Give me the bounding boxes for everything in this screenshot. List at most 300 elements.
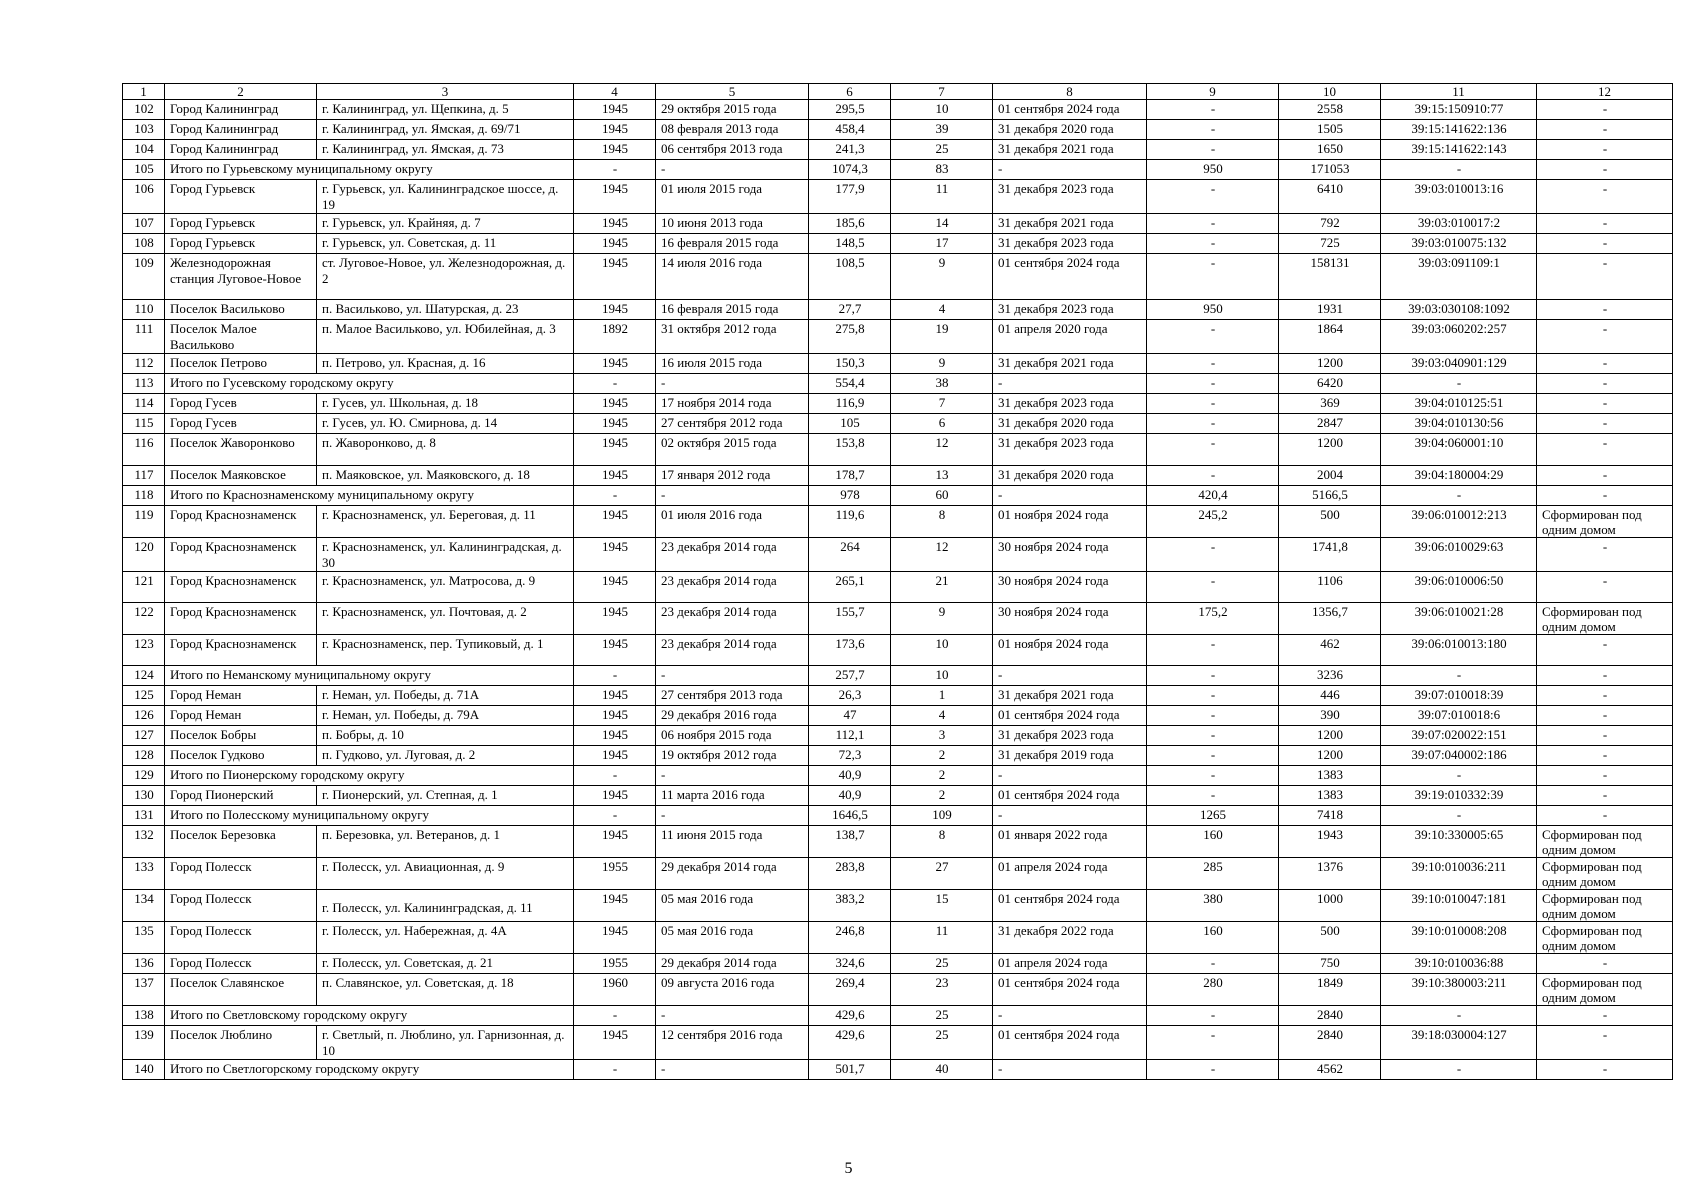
land-area-cell: 175,2 [1147,603,1279,635]
total-row [123,1006,1673,1026]
year-cell: 1945 [574,300,656,320]
plot-area-cell: 1943 [1279,826,1381,858]
settlement-cell: Город Краснознаменск [165,506,317,538]
date-cell: 11 июня 2015 года [656,826,809,858]
cadastral-number-cell: - [1381,160,1537,180]
settlement-cell: Город Краснознаменск [165,572,317,603]
date-cell: 09 августа 2016 года [656,974,809,1006]
address-cell: п. Бобры, д. 10 [317,726,574,746]
residents-cell: 39 [891,120,993,140]
note-cell: - [1537,635,1673,666]
year-cell: 1945 [574,434,656,466]
area-cell: 1074,3 [809,160,891,180]
address-cell: г. Краснознаменск, ул. Почтовая, д. 2 [317,603,574,635]
settlement-cell: Поселок Люблино [165,1026,317,1060]
settlement-cell: Город Неман [165,686,317,706]
area-cell: 1646,5 [809,806,891,826]
plot-area-cell: 500 [1279,506,1381,538]
date-cell: 29 декабря 2014 года [656,858,809,890]
deadline-cell: - [993,160,1147,180]
deadline-cell: - [993,666,1147,686]
date-cell: 16 июля 2015 года [656,354,809,374]
total-row [123,160,1673,180]
deadline-cell: 01 сентября 2024 года [993,254,1147,300]
col-header-12: 12 [1537,84,1673,100]
date-cell: 16 февраля 2015 года [656,300,809,320]
table-row [123,140,1673,160]
residents-cell: 10 [891,666,993,686]
cadastral-number-cell: 39:10:010008:208 [1381,922,1537,954]
area-cell: 501,7 [809,1060,891,1080]
area-cell: 72,3 [809,746,891,766]
cadastral-number-cell: 39:03:010075:132 [1381,234,1537,254]
row-number-cell: 108 [123,234,165,254]
col-header-8: 8 [993,84,1147,100]
date-cell: 11 марта 2016 года [656,786,809,806]
cadastral-number-cell: 39:10:330005:65 [1381,826,1537,858]
area-cell: 150,3 [809,354,891,374]
residents-cell: 4 [891,300,993,320]
date-cell: 31 октября 2012 года [656,320,809,354]
col-header-5: 5 [656,84,809,100]
area-cell: 265,1 [809,572,891,603]
cadastral-number-cell: 39:03:060202:257 [1381,320,1537,354]
date-cell: - [656,160,809,180]
cadastral-number-cell: 39:04:010130:56 [1381,414,1537,434]
col-header-2: 2 [165,84,317,100]
address-cell: п. Славянское, ул. Советская, д. 18 [317,974,574,1006]
note-cell: Сформирован под одним домом [1537,858,1673,890]
address-cell: г. Гусев, ул. Школьная, д. 18 [317,394,574,414]
year-cell: 1892 [574,320,656,354]
settlement-cell: Поселок Славянское [165,974,317,1006]
residents-cell: 7 [891,394,993,414]
year-cell: 1945 [574,686,656,706]
cadastral-number-cell: 39:04:010125:51 [1381,394,1537,414]
settlement-cell: Город Калининград [165,140,317,160]
deadline-cell: 31 декабря 2023 года [993,434,1147,466]
land-area-cell: - [1147,1006,1279,1026]
deadline-cell: 31 декабря 2019 года [993,746,1147,766]
deadline-cell: 01 января 2022 года [993,826,1147,858]
year-cell: 1945 [574,538,656,572]
address-cell: г. Гурьевск, ул. Калининградское шоссе, д. 19 [317,180,574,214]
year-cell: 1945 [574,922,656,954]
settlement-cell: Город Полесск [165,858,317,890]
plot-area-cell: 2847 [1279,414,1381,434]
date-cell: 01 июля 2015 года [656,180,809,214]
area-cell: 138,7 [809,826,891,858]
date-cell: 05 мая 2016 года [656,922,809,954]
row-number-cell: 138 [123,1006,165,1026]
year-cell: 1955 [574,954,656,974]
year-cell: 1945 [574,786,656,806]
plot-area-cell: 1849 [1279,974,1381,1006]
date-cell: 29 декабря 2016 года [656,706,809,726]
note-cell: - [1537,726,1673,746]
residents-cell: 109 [891,806,993,826]
plot-area-cell: 1200 [1279,434,1381,466]
area-cell: 246,8 [809,922,891,954]
year-cell: - [574,160,656,180]
settlement-cell: Поселок Гудково [165,746,317,766]
year-cell: 1945 [574,394,656,414]
date-cell: 16 февраля 2015 года [656,234,809,254]
plot-area-cell: 390 [1279,706,1381,726]
area-cell: 40,9 [809,786,891,806]
area-cell: 383,2 [809,890,891,922]
row-number-cell: 106 [123,180,165,214]
residents-cell: 9 [891,354,993,374]
deadline-cell: 01 сентября 2024 года [993,1026,1147,1060]
plot-area-cell: 1505 [1279,120,1381,140]
deadline-cell: 30 ноября 2024 года [993,603,1147,635]
area-cell: 153,8 [809,434,891,466]
year-cell: 1945 [574,603,656,635]
cadastral-number-cell: 39:10:010036:88 [1381,954,1537,974]
date-cell: 27 сентября 2012 года [656,414,809,434]
area-cell: 324,6 [809,954,891,974]
deadline-cell: 31 декабря 2021 года [993,214,1147,234]
residents-cell: 4 [891,706,993,726]
note-cell: - [1537,374,1673,394]
area-cell: 264 [809,538,891,572]
date-cell: 29 октября 2015 года [656,100,809,120]
date-cell: 23 декабря 2014 года [656,635,809,666]
residents-cell: 23 [891,974,993,1006]
plot-area-cell: 792 [1279,214,1381,234]
settlement-cell: Город Краснознаменск [165,538,317,572]
residents-cell: 2 [891,766,993,786]
plot-area-cell: 171053 [1279,160,1381,180]
year-cell: - [574,1006,656,1026]
address-cell: п. Васильково, ул. Шатурская, д. 23 [317,300,574,320]
year-cell: - [574,1060,656,1080]
cadastral-number-cell: 39:10:380003:211 [1381,974,1537,1006]
address-cell: г. Полесск, ул. Советская, д. 21 [317,954,574,974]
land-area-cell: 160 [1147,922,1279,954]
table-body [123,100,1673,1080]
total-label-cell: Итого по Полесскому муниципальному округу [165,806,574,826]
plot-area-cell: 1931 [1279,300,1381,320]
row-number-cell: 130 [123,786,165,806]
note-cell: - [1537,706,1673,726]
row-number-cell: 131 [123,806,165,826]
note-cell: - [1537,254,1673,300]
settlement-cell: Город Неман [165,706,317,726]
row-number-cell: 110 [123,300,165,320]
note-cell: - [1537,1060,1673,1080]
address-cell: г. Краснознаменск, ул. Береговая, д. 11 [317,506,574,538]
note-cell: - [1537,786,1673,806]
land-area-cell: - [1147,706,1279,726]
total-row [123,806,1673,826]
row-number-cell: 123 [123,635,165,666]
plot-area-cell: 725 [1279,234,1381,254]
area-cell: 119,6 [809,506,891,538]
plot-area-cell: 1106 [1279,572,1381,603]
total-label-cell: Итого по Гусевскому городскому округу [165,374,574,394]
table-row [123,100,1673,120]
land-area-cell: - [1147,538,1279,572]
residents-cell: 60 [891,486,993,506]
year-cell: 1945 [574,506,656,538]
deadline-cell: 31 декабря 2023 года [993,726,1147,746]
land-area-cell: 245,2 [1147,506,1279,538]
address-cell: г. Полесск, ул. Набережная, д. 4А [317,922,574,954]
row-number-cell: 128 [123,746,165,766]
note-cell: - [1537,766,1673,786]
note-cell: - [1537,686,1673,706]
address-cell: г. Калининград, ул. Ямская, д. 73 [317,140,574,160]
land-area-cell: - [1147,1026,1279,1060]
row-number-cell: 125 [123,686,165,706]
deadline-cell: 31 декабря 2020 года [993,414,1147,434]
cadastral-number-cell: 39:15:150910:77 [1381,100,1537,120]
row-number-cell: 105 [123,160,165,180]
row-number-cell: 107 [123,214,165,234]
date-cell: 27 сентября 2013 года [656,686,809,706]
date-cell: 29 декабря 2014 года [656,954,809,974]
settlement-cell: Город Пионерский [165,786,317,806]
land-area-cell: - [1147,320,1279,354]
table-row [123,414,1673,434]
row-number-cell: 113 [123,374,165,394]
land-area-cell: - [1147,572,1279,603]
row-number-cell: 122 [123,603,165,635]
year-cell: 1955 [574,858,656,890]
year-cell: 1945 [574,180,656,214]
note-cell: - [1537,394,1673,414]
residents-cell: 8 [891,826,993,858]
note-cell: - [1537,300,1673,320]
date-cell: 06 сентября 2013 года [656,140,809,160]
row-number-cell: 116 [123,434,165,466]
land-area-cell: 1265 [1147,806,1279,826]
settlement-cell: Поселок Бобры [165,726,317,746]
residents-cell: 6 [891,414,993,434]
settlement-cell: Город Калининград [165,100,317,120]
settlement-cell: Поселок Петрово [165,354,317,374]
area-cell: 116,9 [809,394,891,414]
date-cell: 05 мая 2016 года [656,890,809,922]
row-number-cell: 132 [123,826,165,858]
date-cell: 10 июня 2013 года [656,214,809,234]
deadline-cell: 31 декабря 2023 года [993,234,1147,254]
address-cell: г. Краснознаменск, ул. Калининградская, д. 30 [317,538,574,572]
col-header-11: 11 [1381,84,1537,100]
address-cell: г. Краснознаменск, ул. Матросова, д. 9 [317,572,574,603]
land-area-cell: - [1147,954,1279,974]
table-row [123,394,1673,414]
cadastral-number-cell: - [1381,486,1537,506]
date-cell: - [656,806,809,826]
land-area-cell: - [1147,434,1279,466]
column-number-row [123,84,1673,100]
deadline-cell: - [993,1060,1147,1080]
row-number-cell: 104 [123,140,165,160]
col-header-9: 9 [1147,84,1279,100]
table-row [123,234,1673,254]
note-cell: - [1537,806,1673,826]
date-cell: 12 сентября 2016 года [656,1026,809,1060]
area-cell: 241,3 [809,140,891,160]
cadastral-number-cell: 39:03:010017:2 [1381,214,1537,234]
row-number-cell: 103 [123,120,165,140]
year-cell: - [574,486,656,506]
note-cell: - [1537,100,1673,120]
deadline-cell: 31 декабря 2023 года [993,394,1147,414]
land-area-cell: - [1147,726,1279,746]
residents-cell: 9 [891,603,993,635]
table-row [123,254,1673,300]
plot-area-cell: 1200 [1279,726,1381,746]
note-cell: Сформирован под одним домом [1537,506,1673,538]
date-cell: 01 июля 2016 года [656,506,809,538]
area-cell: 40,9 [809,766,891,786]
settlement-cell: Поселок Васильково [165,300,317,320]
table-row [123,572,1673,603]
total-row [123,766,1673,786]
plot-area-cell: 1383 [1279,786,1381,806]
area-cell: 269,4 [809,974,891,1006]
note-cell: - [1537,234,1673,254]
col-header-3: 3 [317,84,574,100]
page-number: 5 [844,1160,853,1177]
table-row [123,922,1673,954]
settlement-cell: Город Краснознаменск [165,635,317,666]
residents-cell: 27 [891,858,993,890]
col-header-1: 1 [123,84,165,100]
year-cell: 1945 [574,354,656,374]
settlement-cell: Город Гусев [165,414,317,434]
table-row [123,506,1673,538]
year-cell: 1945 [574,414,656,434]
table-row [123,686,1673,706]
table-row [123,538,1673,572]
land-area-cell: - [1147,666,1279,686]
date-cell: 19 октября 2012 года [656,746,809,766]
row-number-cell: 135 [123,922,165,954]
cadastral-number-cell: - [1381,666,1537,686]
deadline-cell: 30 ноября 2024 года [993,538,1147,572]
total-label-cell: Итого по Пионерскому городскому округу [165,766,574,786]
cadastral-number-cell: 39:10:010047:181 [1381,890,1537,922]
residents-cell: 83 [891,160,993,180]
deadline-cell: - [993,374,1147,394]
deadline-cell: 31 декабря 2020 года [993,120,1147,140]
area-cell: 978 [809,486,891,506]
area-cell: 178,7 [809,466,891,486]
cadastral-number-cell: 39:07:020022:151 [1381,726,1537,746]
plot-area-cell: 1000 [1279,890,1381,922]
table-row [123,300,1673,320]
settlement-cell: Город Полесск [165,890,317,922]
plot-area-cell: 1383 [1279,766,1381,786]
date-cell: - [656,1060,809,1080]
row-number-cell: 119 [123,506,165,538]
table-row [123,120,1673,140]
area-cell: 295,5 [809,100,891,120]
settlement-cell: Город Гурьевск [165,214,317,234]
row-number-cell: 111 [123,320,165,354]
land-area-cell: - [1147,214,1279,234]
land-area-cell: 285 [1147,858,1279,890]
address-cell: г. Гурьевск, ул. Советская, д. 11 [317,234,574,254]
settlement-cell: Поселок Малое Васильково [165,320,317,354]
cadastral-number-cell: - [1381,1060,1537,1080]
cadastral-number-cell: 39:07:010018:39 [1381,686,1537,706]
note-cell: - [1537,466,1673,486]
cadastral-number-cell: 39:06:010013:180 [1381,635,1537,666]
note-cell: - [1537,486,1673,506]
plot-area-cell: 446 [1279,686,1381,706]
settlement-cell: Город Гурьевск [165,234,317,254]
col-header-10: 10 [1279,84,1381,100]
land-area-cell: - [1147,786,1279,806]
residents-cell: 40 [891,1060,993,1080]
residents-cell: 25 [891,1026,993,1060]
table-row [123,214,1673,234]
plot-area-cell: 2004 [1279,466,1381,486]
land-area-cell: 160 [1147,826,1279,858]
area-cell: 185,6 [809,214,891,234]
address-cell: п. Малое Васильково, ул. Юбилейная, д. 3 [317,320,574,354]
residents-cell: 9 [891,254,993,300]
date-cell: 23 декабря 2014 года [656,572,809,603]
table-row [123,1026,1673,1060]
land-area-cell: - [1147,766,1279,786]
plot-area-cell: 500 [1279,922,1381,954]
table-row [123,706,1673,726]
year-cell: 1960 [574,974,656,1006]
residents-cell: 2 [891,786,993,806]
cadastral-number-cell: 39:03:010013:16 [1381,180,1537,214]
address-cell: г. Неман, ул. Победы, д. 71А [317,686,574,706]
plot-area-cell: 1650 [1279,140,1381,160]
cadastral-number-cell: 39:04:180004:29 [1381,466,1537,486]
address-cell: г. Светлый, п. Люблино, ул. Гарнизонная, д. 10 [317,1026,574,1060]
residents-cell: 25 [891,954,993,974]
residents-cell: 25 [891,1006,993,1026]
deadline-cell: 01 сентября 2024 года [993,706,1147,726]
note-cell: Сформирован под одним домом [1537,603,1673,635]
year-cell: 1945 [574,1026,656,1060]
area-cell: 27,7 [809,300,891,320]
year-cell: 1945 [574,746,656,766]
plot-area-cell: 750 [1279,954,1381,974]
area-cell: 47 [809,706,891,726]
deadline-cell: 01 апреля 2024 года [993,858,1147,890]
residents-cell: 38 [891,374,993,394]
table-row [123,890,1673,922]
row-number-cell: 134 [123,890,165,922]
area-cell: 275,8 [809,320,891,354]
area-cell: 148,5 [809,234,891,254]
deadline-cell: 31 декабря 2023 года [993,180,1147,214]
col-header-6: 6 [809,84,891,100]
deadline-cell: - [993,486,1147,506]
table-row [123,858,1673,890]
year-cell: - [574,806,656,826]
note-cell: - [1537,180,1673,214]
cadastral-number-cell: 39:04:060001:10 [1381,434,1537,466]
date-cell: - [656,374,809,394]
note-cell: - [1537,160,1673,180]
land-area-cell: 380 [1147,890,1279,922]
address-cell: г. Полесск, ул. Авиационная, д. 9 [317,858,574,890]
total-label-cell: Итого по Светлогорскому городскому округу [165,1060,574,1080]
